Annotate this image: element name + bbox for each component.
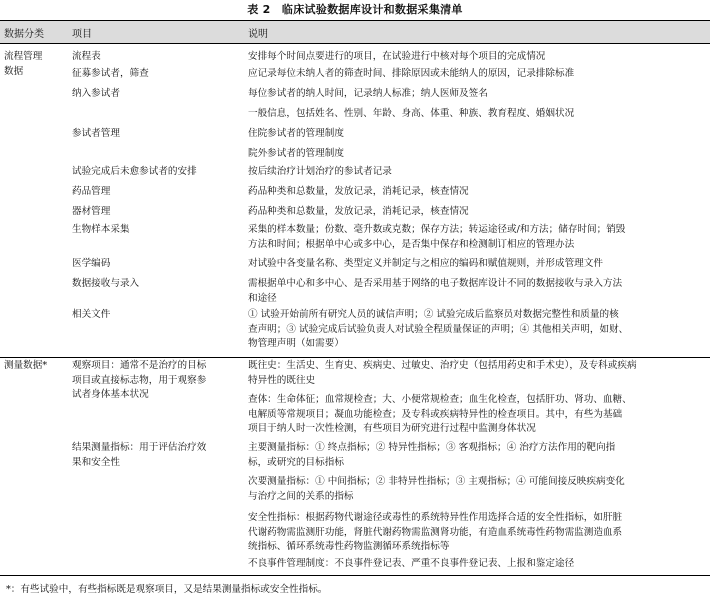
description-text: 物管理声明（如需要） <box>248 338 344 349</box>
table-bottom-rule <box>0 575 710 576</box>
description-text: 代谢药物需监测肝功能，肾脏代谢药物需监测肾功能，有造血系统毒性药物需监测造血系 <box>248 526 623 538</box>
description-text: 安全性指标：根据药物代谢途径或毒性的系统特异性作用选择合适的安全性指标，如肝脏 <box>248 512 623 523</box>
category-label: 数据 <box>4 65 24 77</box>
item-label: 医学编码 <box>72 258 111 269</box>
description-text: 查声明；③ 试验完成后试验负责人对试验全程质量保证的声明；④ 其他相关声明，如财、 <box>248 323 629 335</box>
section-divider <box>0 357 710 358</box>
item-label: 纳入参试者 <box>72 88 120 99</box>
item-label: 果和安全性 <box>72 456 120 468</box>
description-text: 统指标、循环系统毒性药物监测循环系统指标等 <box>248 541 450 552</box>
description-text: 住院参试者的管理制度 <box>248 128 344 139</box>
description-text: 项目于纳人时一次性检测，有些项目为研究进行过程中监测身体状况 <box>248 423 536 434</box>
table-header <box>0 20 710 44</box>
description-text: 药品种类和总数量，发放记录，消耗记录，核查情况 <box>248 186 469 197</box>
description-text: 安排每个时间点要进行的项目，在试验进行中核对每个项目的完成情况 <box>248 51 546 62</box>
description-text: 药品种类和总数量，发放记录，消耗记录，核查情况 <box>248 206 469 217</box>
footnote: *：有些试验中，有些指标既是观察项目，又是结果测量指标或安全性指标。 <box>6 584 328 595</box>
description-text: 每位参试者的纳人时间，记录纳人标准；纳人医师及签名 <box>248 88 488 99</box>
item-label: 相关文件 <box>72 309 111 320</box>
description-text: 主要测量指标：① 终点指标；② 特异性指标；③ 客观指标；④ 治疗方法作用的靶向指 <box>248 442 616 453</box>
description-text: 既往史：生活史、生育史、疾病史、过敏史、治疗史（包括用药史和手术史），及专科或疾病 <box>248 360 637 371</box>
description-text: ① 试验开始前所有研究人员的诚信声明；② 试验完成后监察员对数据完整性和质量的核 <box>248 309 619 320</box>
description-text: 不良事件管理制度：不良事件登记表、严重不良事件登记表、上报和鉴定途径 <box>248 558 575 569</box>
description-text: 院外参试者的管理制度 <box>248 148 344 159</box>
category-label: 测量数据* <box>4 360 48 371</box>
item-label: 试验完成后未愈参试者的安排 <box>72 166 197 177</box>
description-text: 标，或研究的目标指标 <box>248 456 344 468</box>
item-label: 参试者管理 <box>72 128 120 139</box>
item-label: 数据接收与录入 <box>72 278 140 289</box>
item-label: 药品管理 <box>72 186 111 197</box>
description-text: 和途径 <box>248 292 277 304</box>
item-label: 结果测量指标：用于评估治疗效 <box>72 442 207 453</box>
item-label: 征募参试者，筛查 <box>72 68 149 79</box>
description-text: 方法和时间；根据单中心或多中心，是否集中保存和检测制订相应的管理办法 <box>248 238 575 250</box>
description-text: 应记录每位未纳人者的筛查时间、排除原因或未能纳人的原因，记录排除标准 <box>248 68 575 79</box>
item-label: 生物样本采集 <box>72 224 130 235</box>
header-description: 说明 <box>248 29 268 40</box>
item-label: 器材管理 <box>72 206 111 217</box>
description-text: 采集的样本数量；份数、毫升数或克数；保存方法；转运途径或/和方法；储存时间；销毁 <box>248 224 626 235</box>
description-text: 次要测量指标：① 中间指标；② 非特异性指标；③ 主观指标；④ 可能间接反映疾病变化 <box>248 476 625 487</box>
description-text: 特异性的既往史 <box>248 374 316 386</box>
description-text: 需根据单中心和多中心、是否采用基于网络的电子数据库设计不同的数据接收与录入方法 <box>248 278 623 289</box>
description-text: 按后续治疗计划治疗的参试者记录 <box>248 166 392 177</box>
description-text: 对试验中各变量名称、类型定义并制定与之相应的编码和赋值规则，并形成管理文件 <box>248 258 603 269</box>
description-text: 查体：生命体征；血常规检查；大、小便常规检查；血生化检查，包括肝功、肾功、血糖、 <box>248 394 632 405</box>
item-label: 项目或直接标志物，用于观察参 <box>72 374 207 386</box>
item-label: 观察项目：通常不是治疗的目标 <box>72 360 207 371</box>
description-text: 电解质等常规项目；凝血功能检查；及专科或疾病特异性的检查项目。其中，有些为基础 <box>248 408 623 420</box>
description-text: 一般信息，包括姓名、性别、年龄、身高、体重、种族、教育程度、婚姻状况 <box>248 108 575 119</box>
item-label: 流程表 <box>72 51 101 62</box>
category-label: 流程管理 <box>4 51 43 62</box>
description-text: 与治疗之间的关系的指标 <box>248 490 354 502</box>
item-label: 试者身体基本状况 <box>72 389 149 400</box>
table-title: 表 2 临床试验数据库设计和数据采集清单 <box>247 3 463 16</box>
header-item: 项目 <box>72 29 92 40</box>
header-category: 数据分类 <box>4 29 44 40</box>
